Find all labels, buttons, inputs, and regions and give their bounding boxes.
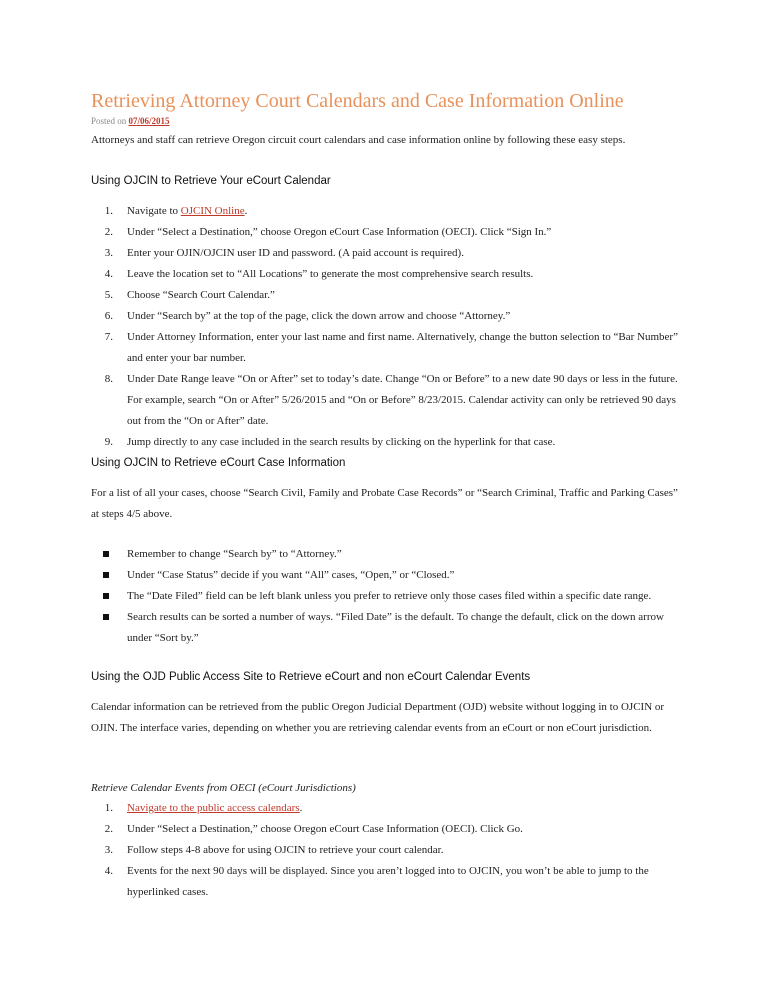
list-item xyxy=(91,861,681,903)
step-number: 3. xyxy=(104,844,113,856)
list-item xyxy=(91,586,681,607)
step-number: 7. xyxy=(104,331,113,343)
section1-heading: Using OJCIN to Retrieve Your eCourt Calendar xyxy=(91,175,331,187)
step-text: Under “Select a Destination,” choose Oregon eCourt Case Information (OECI). Click Go. xyxy=(127,823,523,835)
step-text: Follow steps 4-8 above for using OJCIN to retrieve your court calendar. xyxy=(127,844,444,856)
list-item xyxy=(91,222,681,243)
step-text: Enter your OJIN/OJCIN user ID and password. (A paid account is required). xyxy=(127,247,464,259)
list-item xyxy=(91,201,681,222)
list-item xyxy=(91,565,681,586)
step-text: Under Date Range leave “On or After” set to today’s date. Change “On or Before” to a new date 90 days or less in the future. For example, search “On or After” 5/26/2015 and “On or Before” 8/23/2015. Calendar activity can only be retrieved 90 days out from the “On or After” date. xyxy=(127,373,678,427)
public-access-calendars-link[interactable]: Navigate to the public access calendars xyxy=(127,802,300,814)
step-number: 2. xyxy=(104,226,113,238)
posted-line xyxy=(91,116,170,126)
section3-steps xyxy=(91,798,681,903)
section1-steps xyxy=(91,201,681,453)
step-number: 6. xyxy=(104,310,113,322)
square-bullet-icon xyxy=(103,551,109,557)
step-number: 4. xyxy=(104,268,113,280)
step-text: Events for the next 90 days will be displayed. Since you aren’t logged into to OJCIN, you won’t be able to jump to the hyperlinked cases. xyxy=(127,865,649,898)
ojcin-online-link[interactable]: OJCIN Online xyxy=(180,205,245,217)
list-item xyxy=(91,544,681,565)
step-number: 3. xyxy=(104,247,113,259)
posted-prefix: Posted on xyxy=(91,116,129,126)
step-text: Jump directly to any case included in the search results by clicking on the hyperlink for that case. xyxy=(127,436,556,448)
section3-heading: Using the OJD Public Access Site to Retrieve eCourt and non eCourt Calendar Events xyxy=(91,671,531,683)
bullet-text: Search results can be sorted a number of ways. “Filed Date” is the default. To change the default, click on the down arrow under “Sort by.” xyxy=(127,611,664,644)
step-text-end: . xyxy=(299,802,303,814)
section2-heading: Using OJCIN to Retrieve eCourt Case Information xyxy=(91,457,346,469)
bullet-text: The “Date Filed” field can be left blank unless you prefer to retrieve only those cases filed within a specific date range. xyxy=(127,590,652,602)
step-number: 8. xyxy=(104,373,113,385)
step-number: 1. xyxy=(104,205,113,217)
list-item xyxy=(91,327,681,369)
list-item xyxy=(91,798,681,819)
section3-subheading: Retrieve Calendar Events from OECI (eCourt Jurisdictions) xyxy=(91,782,356,794)
bullet-text: Under “Case Status” decide if you want “All” cases, “Open,” or “Closed.” xyxy=(127,569,455,581)
list-item xyxy=(91,306,681,327)
list-item xyxy=(91,432,681,453)
list-item xyxy=(91,285,681,306)
step-text: Under “Search by” at the top of the page, click the down arrow and choose “Attorney.” xyxy=(127,310,511,322)
list-item xyxy=(91,819,681,840)
square-bullet-icon xyxy=(103,572,109,578)
step-text: Choose “Search Court Calendar.” xyxy=(127,289,275,301)
step-text: Under “Select a Destination,” choose Oregon eCourt Case Information (OECI). Click “Sign In.” xyxy=(127,226,552,238)
bullet-text: Remember to change “Search by” to “Attorney.” xyxy=(127,548,342,560)
section3-paragraph: Calendar information can be retrieved from the public Oregon Judicial Department (OJD) website without logging in to OJCIN or OJIN. The interface varies, depending on whether you are retrieving calendar events from an eCourt or non eCourt jurisdiction. xyxy=(91,701,665,734)
page-title: Retrieving Attorney Court Calendars and Case Information Online xyxy=(91,90,624,112)
posted-date-link[interactable]: 07/06/2015 xyxy=(128,116,170,126)
list-item xyxy=(91,243,681,264)
step-number: 5. xyxy=(104,289,113,301)
list-item xyxy=(91,607,681,649)
step-number: 4. xyxy=(104,865,113,877)
list-item xyxy=(91,840,681,861)
square-bullet-icon xyxy=(103,614,109,620)
step-text: Navigate to xyxy=(127,205,181,217)
step-text: Leave the location set to “All Locations” to generate the most comprehensive search results. xyxy=(127,268,534,280)
step-number: 2. xyxy=(104,823,113,835)
list-item xyxy=(91,264,681,285)
step-text: Under Attorney Information, enter your last name and first name. Alternatively, change the button selection to “Bar Number” and enter your bar number. xyxy=(127,331,678,364)
step-number: 1. xyxy=(104,802,113,814)
section2-paragraph: For a list of all your cases, choose “Search Civil, Family and Probate Case Records” or “Search Criminal, Traffic and Parking Cases” at steps 4/5 above. xyxy=(91,487,678,520)
section2-bullets xyxy=(91,544,681,649)
list-item xyxy=(91,369,681,432)
step-number: 9. xyxy=(104,436,113,448)
intro-paragraph: Attorneys and staff can retrieve Oregon circuit court calendars and case information online by following these easy steps. xyxy=(91,134,626,146)
square-bullet-icon xyxy=(103,593,109,599)
step-text-end: . xyxy=(244,205,248,217)
